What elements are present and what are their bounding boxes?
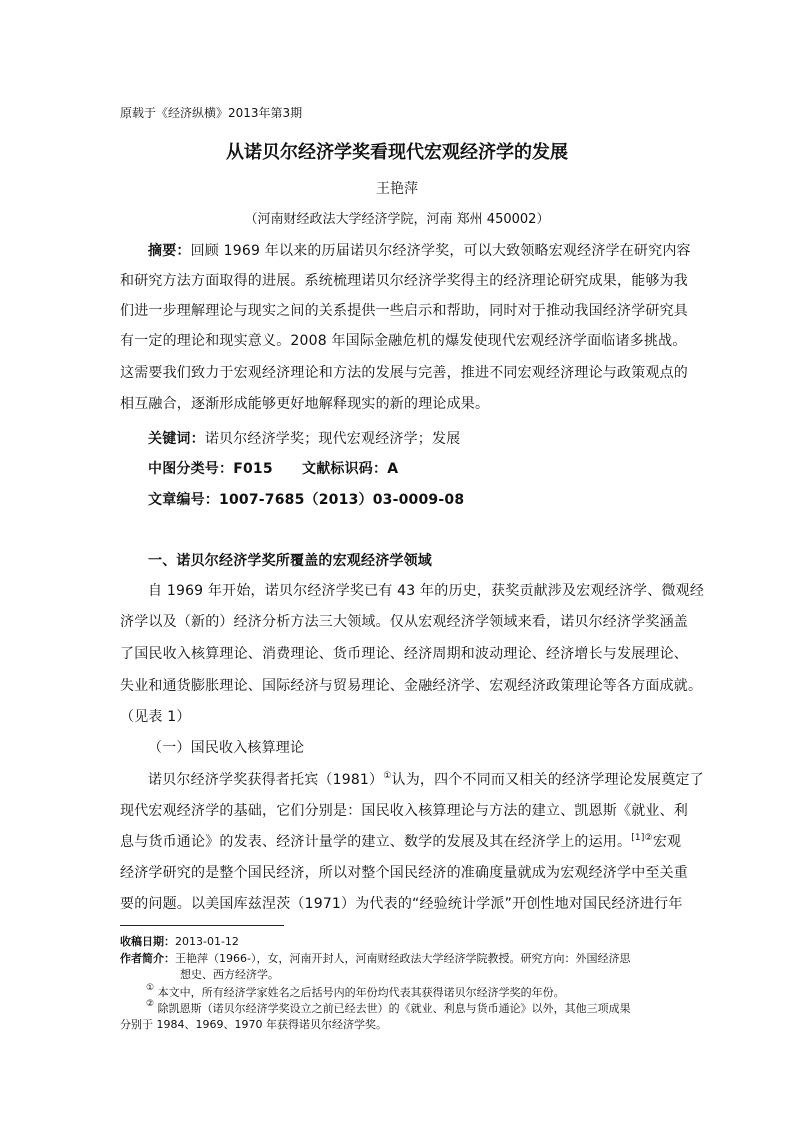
author-name: 王艳萍 bbox=[376, 181, 418, 197]
footnote-ref: ① bbox=[383, 771, 392, 781]
author-affiliation: （河南财经政法大学经济学院，河南 郑州 450002） bbox=[244, 212, 550, 227]
footnote-1: ① 本文中，所有经济学家姓名之后括号内的年份均代表其获得诺贝尔经济学奖的年份。 bbox=[146, 983, 565, 999]
received-date: 收稿日期：2013-01-12 bbox=[120, 935, 239, 948]
abstract-line: 摘要：回顾 1969 年以来的历届诺贝尔经济学奖，可以大致领略宏观经济学在研究内容 bbox=[148, 243, 691, 259]
author-bio-cont: 想史、西方经济学。 bbox=[180, 968, 279, 981]
keywords: 关键词：诺贝尔经济学奖；现代宏观经济学；发展 bbox=[148, 431, 461, 447]
abstract-label: 摘要： bbox=[148, 243, 191, 259]
footnote-divider bbox=[120, 925, 284, 926]
abstract-line: 相互融合，逐渐形成能够更好地解释现实的新的理论成果。 bbox=[120, 396, 490, 412]
abstract-line: 们进一步理解理论与现实之间的关系提供一些启示和帮助，同时对于推动我国经济学研究具 bbox=[120, 303, 688, 319]
abstract-line: 和研究方法方面取得的进展。系统梳理诺贝尔经济学奖得主的经济理论研究成果，能够为我 bbox=[120, 273, 688, 289]
abstract-line: 有一定的理论和现实意义。2008 年国际金融危机的爆发使现代宏观经济学面临诸多挑战。 bbox=[120, 333, 687, 349]
body-line: 失业和通货膨胀理论、国际经济与贸易理论、金融经济学、宏观经济政策理论等各方面成就。 bbox=[120, 678, 703, 694]
body-line: 自 1969 年开始，诺贝尔经济学奖已有 43 年的历史，获奖贡献涉及宏观经济学、微观经 bbox=[148, 583, 705, 599]
body-line: 息与货币通论》的发表、经济计量学的建立、数学的发展及其在经济学上的运用。$^{[1]②}$宏观 bbox=[120, 833, 682, 850]
source-note: 原载于《经济纵横》2013年第3期 bbox=[120, 106, 303, 120]
body-line: 要的问题。以美国库兹涅茨（1971）为代表的“经验统计学派”开创性地对国民经济进行年 bbox=[120, 896, 683, 912]
section-heading: 一、诺贝尔经济学奖所覆盖的宏观经济学领域 bbox=[148, 553, 432, 569]
document-code: 文献标识码：A bbox=[302, 461, 399, 477]
abstract-line: 这需要我们致力于宏观经济理论和方法的发展与完善，推进不同宏观经济理论与政策观点的 bbox=[120, 365, 688, 381]
body-line: 经济学研究的是整个国民经济，所以对整个国民经济的准确度量就成为宏观经济学中至关重 bbox=[120, 865, 688, 881]
body-line: 现代宏观经济学的基础，它们分别是：国民收入核算理论与方法的建立、凯恩斯《就业、利 bbox=[120, 803, 688, 819]
body-line: 诺贝尔经济学奖获得者托宾（1981）①认为，四个不同而又相关的经济学理论发展奠定了 bbox=[148, 771, 704, 788]
body-line: 济学以及（新的）经济分析方法三大领域。仅从宏观经济学领域来看，诺贝尔经济学奖涵盖 bbox=[120, 614, 688, 630]
paper-title: 从诺贝尔经济学奖看现代宏观经济学的发展 bbox=[226, 142, 568, 163]
footnote-2: ② 除凯恩斯（诺贝尔经济学奖设立之前已经去世）的《就业、利息与货币通论》以外，其他三项成果 bbox=[146, 999, 631, 1015]
clc-number: 中图分类号：F015 bbox=[148, 461, 273, 477]
subheading: （一）国民收入核算理论 bbox=[148, 740, 305, 756]
article-number: 文章编号：1007-7685（2013）03-0009-08 bbox=[148, 492, 465, 508]
citation-ref: [1]② bbox=[631, 833, 653, 843]
author-bio: 作者简介：王艳萍（1966-），女，河南开封人，河南财经政法大学经济学院教授。研究方向：外国经济思 bbox=[120, 952, 631, 965]
footnote-2-cont: 分别于 1984、1969、1970 年获得诺贝尔经济学奖。 bbox=[120, 1018, 387, 1031]
body-line: （见表 1） bbox=[120, 709, 191, 725]
body-line: 了国民收入核算理论、消费理论、货币理论、经济周期和波动理论、经济增长与发展理论、 bbox=[120, 646, 688, 662]
